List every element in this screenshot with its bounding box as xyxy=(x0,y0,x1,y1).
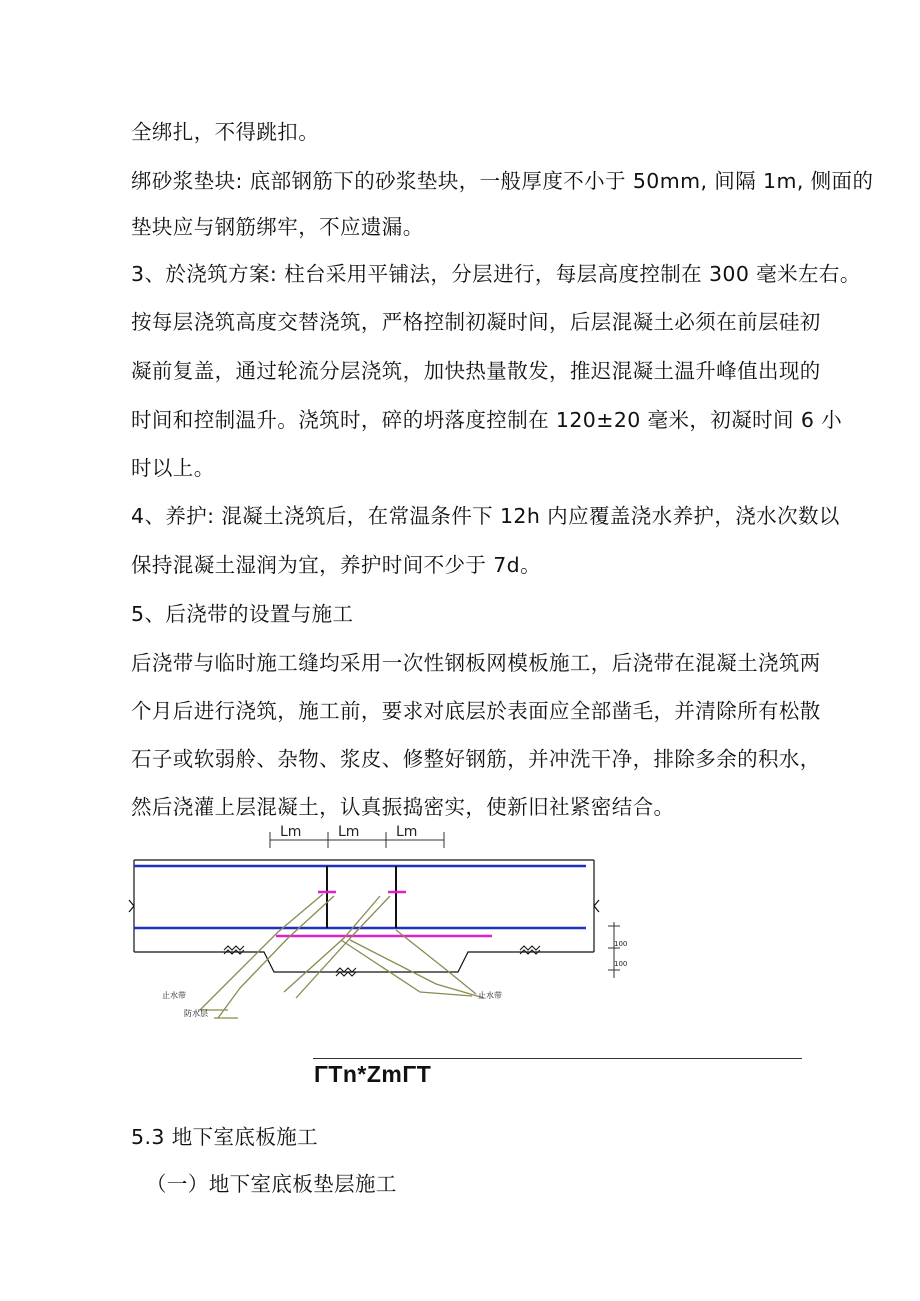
paragraph-line-5: 按每层浇筑高度交替浇筑，严格控制初凝时间，后层混凝土必须在前层硅初 xyxy=(131,310,821,334)
caption-divider xyxy=(313,1058,802,1059)
figure-caption: ΓTn*ZmΓT xyxy=(314,1061,432,1087)
paragraph-line-1: 全绑扎，不得跳扣。 xyxy=(131,120,320,144)
paragraph-line-10: 保持混凝土湿润为宜，养护时间不少于 7d。 xyxy=(131,553,541,577)
label-waterproof-layer: 防水层 xyxy=(184,1009,208,1018)
post-pour-strip-diagram xyxy=(128,822,628,1032)
paragraph-line-14: 石子或软弱舲、杂物、浆皮、修整好钢筋，并冲洗干净，排除多余的积水， xyxy=(131,747,821,771)
label-waterstop-left: 止水带 xyxy=(162,991,186,1000)
label-waterstop-right: 止水带 xyxy=(478,991,502,1000)
paragraph-line-12: 后浇带与临时施工缝均采用一次性钢板网模板施工，后浇带在混凝土浇筑两 xyxy=(131,651,821,675)
paragraph-line-2: 绑砂浆垫块: 底部钢筋下的砂浆垫块，一般厚度不小于 50mm, 间隔 1m, 侧面的 xyxy=(131,169,874,193)
paragraph-line-15: 然后浇灌上层混凝土，认真振捣密实，使新旧社紧密结合。 xyxy=(131,795,675,819)
waterstop-strips xyxy=(276,892,492,936)
paragraph-line-8: 时以上。 xyxy=(131,456,215,480)
steel-mesh-formwork xyxy=(327,866,396,928)
paragraph-line-3: 垫块应与钢筋绑牢，不应遗漏。 xyxy=(131,215,424,239)
dim-label-2: Lm xyxy=(338,824,360,840)
dim-label-1: Lm xyxy=(280,824,302,840)
paragraph-line-13: 个月后进行浇筑，施工前，要求对底层於表面应全部凿毛，并清除所有松散 xyxy=(131,699,821,723)
paragraph-line-6: 凝前复盖，通过轮流分层浇筑，加快热量散发，推迟混凝土温升峰值出现的 xyxy=(131,359,821,383)
side-dimension-marks xyxy=(608,922,620,978)
paragraph-line-11: 5、后浇带的设置与施工 xyxy=(131,602,354,626)
section-heading: 5.3 地下室底板施工 xyxy=(131,1125,319,1149)
sub-heading: （一）地下室底板垫层施工 xyxy=(146,1172,397,1196)
dim-label-3: Lm xyxy=(396,824,418,840)
waterproof-layer-lines xyxy=(198,894,484,1018)
side-dim-2: 100 xyxy=(614,960,628,968)
paragraph-line-4: 3、於浇筑方案: 柱台采用平铺法，分层进行，每层高度控制在 300 毫米左右。 xyxy=(131,262,861,286)
side-dim-1: 100 xyxy=(614,940,628,948)
paragraph-line-9: 4、养护: 混凝土浇筑后，在常温条件下 12h 内应覆盖浇水养护，浇水次数以 xyxy=(131,504,840,528)
paragraph-line-7: 时间和控制温升。浇筑时，碎的坍落度控制在 120±20 毫米，初凝时间 6 小 xyxy=(131,408,843,432)
